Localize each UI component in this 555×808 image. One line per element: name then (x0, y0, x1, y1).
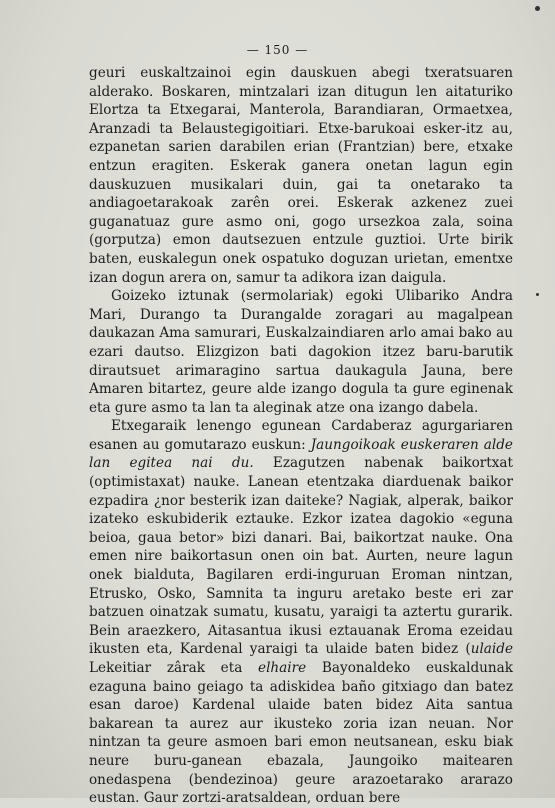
italic-text: Jaungoikoak euskeraren alde lan egitea nai du. (89, 436, 513, 472)
ink-speck (535, 6, 540, 11)
text-run: Bayonaldeko euskaldunak ezaguna baino geiago ta adiskidea baño gitxiago dan batez esan daroe) Kardenal ulaide baten bidez Aita santua bakarean ta aurez aur ikusteko zoria izan neuan. Nor nintzan ta geure asmoen bari emon neutsanean, esku biak neure buru-ganean ebazala, Jaungoiko maitearen onedaspena (bendezinoa) geure arazoetarako ararazo eustan. Gaur zortzi-aratsaldean, orduan bere (89, 660, 513, 807)
italic-text: ulaide (470, 641, 513, 658)
italic-text: elhaire (258, 660, 307, 676)
text-run: Ezagutzen nabenak baikortxat (optimistaxat) nauke. Lanean etentzaka diarduenak baikor ezpadira ¿nor besterik izan daiteke? Nagiak, alperak, baikor izateko eskubiderik eztauke. Ezkor izatea dagokio «eguna beioa, gaua betor» bizi danari. Bai, baikortzat nauke. Ona emen nire baikortasun onen oin bat. Aurten, neure lagun onek bialduta, Bagilaren erdi-inguruan Eroman nintzan, Etrusko, Osko, Samnita ta inguru aretako beste eri zar batzuen oinatzak sumatu, kusatu, yaraigi ta aztertu gurarik. Bein araezkero, Aitasantua ikusi eztauanak Eroma ezeidau ikusten eta, Kardenal yaraigi ta ulaide baten bidez ( (89, 455, 513, 658)
ink-speck (536, 293, 539, 296)
text-run: Etxegaraik lenengo egunean Cardaberaz agurgariaren esanen au gomutarazo euskun: (89, 418, 513, 453)
paragraph-p2 (89, 287, 513, 417)
text-run: geuri euskaltzainoi egin dauskuen abegi txeratsuaren alderako. Boskaren, mintzalari izan ditugun len aitaturiko Elortza ta Etxegarai, Manterola, Barandiaran, Ormaetxea, Aranzadi ta Belaustegigoitiari. Etxe-barukoai esker-itz au, ezpanetan sarien darabilen erian (Frantzian) bere, etxake entzun eragiten. Eskerak ganera onetan lagun egin dauskuzuen musikalari duin, gai ta onetarako ta andiagoetarakoak zarên orei. Eskerak azkenez zuei guganatuaz gure asmo oni, gogo ursezkoa zala, soina (gorputza) emon dautsezuen entzule guztioi. Urte birik baten, euskalegun onek ospatuko doguzan urietan, ementxe izan dogun arera on, samur ta adikora izan daigula. (89, 65, 513, 286)
paragraph-p1 (89, 64, 513, 287)
text-body (89, 64, 513, 808)
text-run: Goizeko iztunak (sermolariak) egoki Ulibariko Andra Mari, Durango ta Durangalde zoragari au magalpean daukazan Ama samurari, Euskalzaindiaren arlo amai bako au ezari dautso. Elizgizon bati dagokion itzez baru-barutik dirautsuet arimaragino sartua daukagula Jauna, bere Amaren bitartez, geure alde izango dogula ta gure eginenak eta gure asmo ta lan ta aleginak atze ona izango dabela. (89, 288, 513, 416)
paragraph-p3 (89, 417, 513, 807)
text-run: Lekeitiar zârak eta (89, 660, 259, 676)
page-number: — 150 — (246, 43, 309, 57)
